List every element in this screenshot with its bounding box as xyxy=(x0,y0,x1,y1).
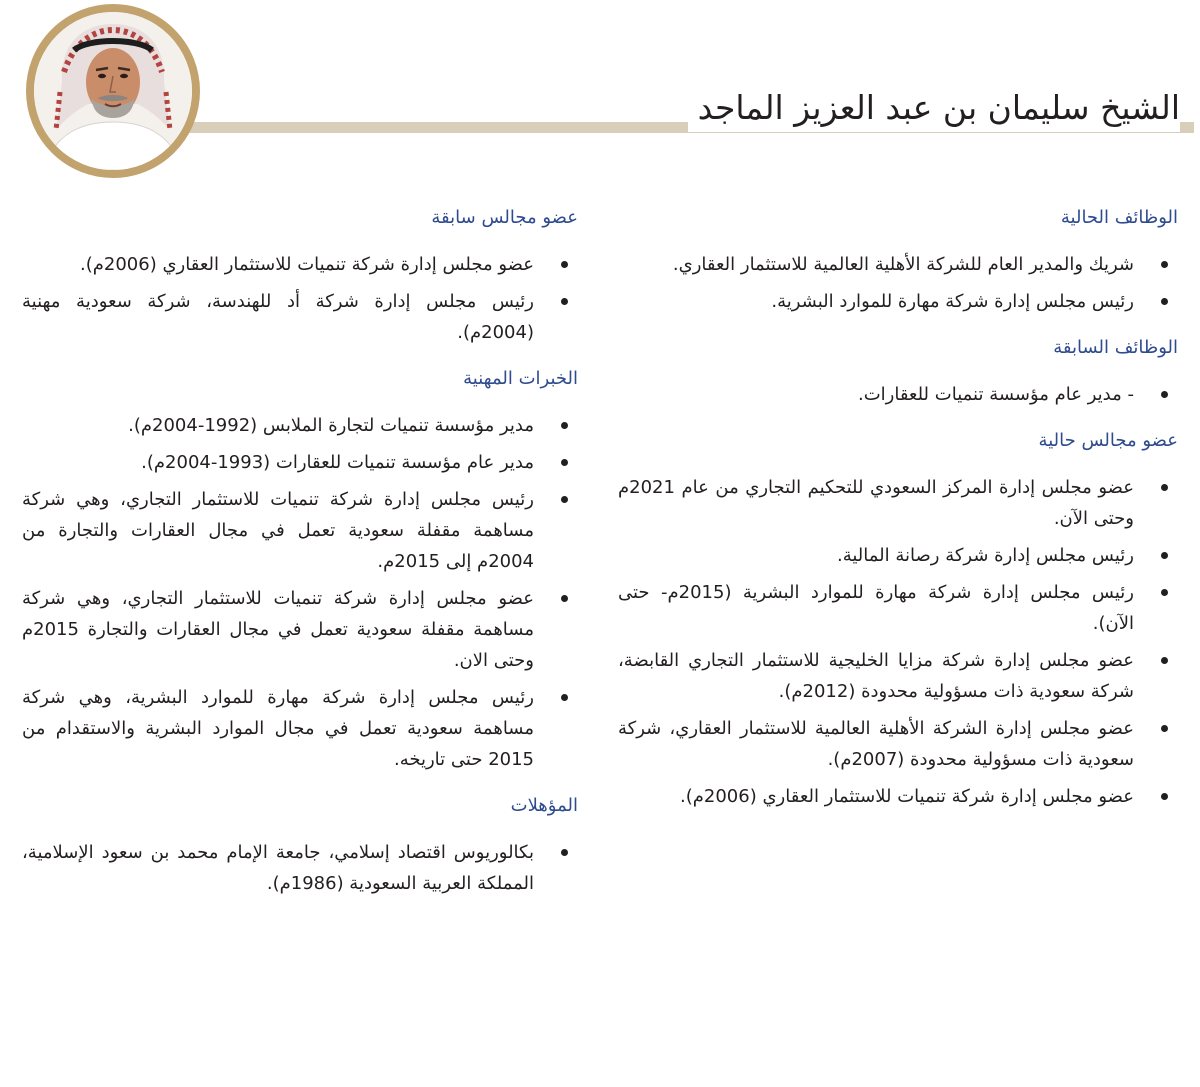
section-previous-positions xyxy=(618,335,1178,410)
list-item: رئيس مجلس إدارة شركة رصانة المالية. xyxy=(618,540,1178,571)
list-item: مدير عام مؤسسة تنميات للعقارات (1993-2004م). xyxy=(22,447,578,478)
item-list xyxy=(22,837,578,899)
section-current-boards xyxy=(618,428,1178,812)
list-item: رئيس مجلس إدارة شركة تنميات للاستثمار التجاري، وهي شركة مساهمة مقفلة سعودية تعمل في مجال العقارات والتجارة من 2004م إلى 2015م. xyxy=(22,484,578,577)
bullet-icon xyxy=(561,595,568,602)
bullet-icon xyxy=(561,496,568,503)
item-list xyxy=(618,472,1178,812)
item-list xyxy=(618,249,1178,317)
item-list xyxy=(618,379,1178,410)
bullet-icon xyxy=(561,849,568,856)
bullet-icon xyxy=(1161,657,1168,664)
list-item: عضو مجلس إدارة شركة تنميات للاستثمار التجاري، وهي شركة مساهمة مقفلة سعودية تعمل في مجال العقارات والتجارة 2015م وحتى الان. xyxy=(22,583,578,676)
list-item: - مدير عام مؤسسة تنميات للعقارات. xyxy=(618,379,1178,410)
section-professional-experience xyxy=(22,366,578,775)
section-previous-boards xyxy=(22,205,578,348)
list-item: عضو مجلس إدارة شركة تنميات للاستثمار العقاري (2006م). xyxy=(618,781,1178,812)
section-title: الخبرات المهنية xyxy=(463,368,578,389)
list-item: رئيس مجلس إدارة شركة مهارة للموارد البشرية (2015م- حتى الآن). xyxy=(618,577,1178,639)
list-item: مدير مؤسسة تنميات لتجارة الملابس (1992-2004م). xyxy=(22,410,578,441)
section-title: عضو مجالس سابقة xyxy=(431,207,578,228)
section-current-positions xyxy=(618,205,1178,317)
list-item: بكالوريوس اقتصاد إسلامي، جامعة الإمام محمد بن سعود الإسلامية، المملكة العربية السعودية (1986م). xyxy=(22,837,578,899)
list-item: عضو مجلس إدارة الشركة الأهلية العالمية للاستثمار العقاري، شركة سعودية ذات مسؤولية محدودة (2007م). xyxy=(618,713,1178,775)
item-list xyxy=(22,249,578,348)
bullet-icon xyxy=(561,459,568,466)
bullet-icon xyxy=(1161,589,1168,596)
list-item: رئيس مجلس إدارة شركة أد للهندسة، شركة سعودية مهنية (2004م). xyxy=(22,286,578,348)
bullet-icon xyxy=(1161,552,1168,559)
left-column xyxy=(22,205,578,917)
bullet-icon xyxy=(1161,725,1168,732)
bullet-icon xyxy=(561,422,568,429)
section-qualifications xyxy=(22,793,578,899)
list-item: عضو مجلس إدارة المركز السعودي للتحكيم التجاري من عام 2021م وحتى الآن. xyxy=(618,472,1178,534)
list-item: شريك والمدير العام للشركة الأهلية العالمية للاستثمار العقاري. xyxy=(618,249,1178,280)
section-title: المؤهلات xyxy=(510,795,578,816)
list-item: رئيس مجلس إدارة شركة مهارة للموارد البشرية. xyxy=(618,286,1178,317)
bullet-icon xyxy=(1161,298,1168,305)
bullet-icon xyxy=(561,694,568,701)
item-list xyxy=(22,410,578,775)
list-item: رئيس مجلس إدارة شركة مهارة للموارد البشرية، وهي شركة مساهمة سعودية تعمل في مجال الموارد البشرية والاستقدام من 2015 حتى تاريخه. xyxy=(22,682,578,775)
bullet-icon xyxy=(561,298,568,305)
bullet-icon xyxy=(1161,793,1168,800)
section-title: الوظائف السابقة xyxy=(1053,337,1178,358)
bullet-icon xyxy=(1161,391,1168,398)
section-title: الوظائف الحالية xyxy=(1060,207,1178,228)
bullet-icon xyxy=(1161,484,1168,491)
bullet-icon xyxy=(1161,261,1168,268)
portrait-image xyxy=(34,12,192,170)
bullet-icon xyxy=(561,261,568,268)
list-item: عضو مجلس إدارة شركة تنميات للاستثمار العقاري (2006م). xyxy=(22,249,578,280)
right-column xyxy=(618,205,1178,830)
section-title: عضو مجالس حالية xyxy=(1038,430,1178,451)
list-item: عضو مجلس إدارة شركة مزايا الخليجية للاستثمار التجاري القابضة، شركة سعودية ذات مسؤولية محدودة (2012م). xyxy=(618,645,1178,707)
page-title: الشيخ سليمان بن عبد العزيز الماجد xyxy=(688,84,1180,132)
avatar xyxy=(26,4,200,178)
